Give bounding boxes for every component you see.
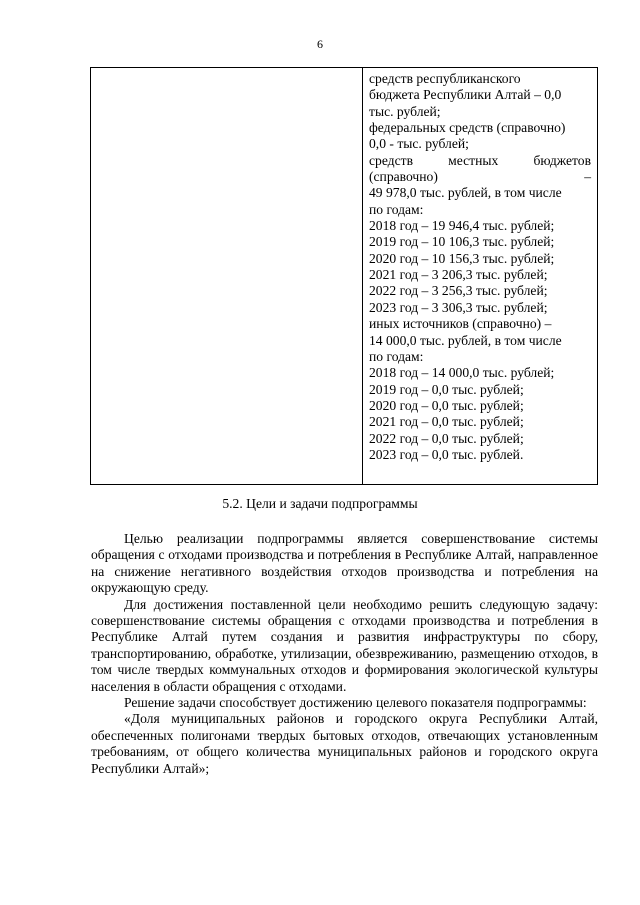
local-word: местных: [448, 152, 499, 168]
table-line: тыс. рублей;: [369, 103, 441, 119]
table-line: 49 978,0 тыс. рублей, в том числе: [369, 185, 562, 201]
paragraph: Целью реализации подпрограммы является совершенствование системы обращения с отходами производства и потребления в Республике Алтай, направленное на снижение негативного воздействия отходов производства и потребления на окружающую среду.: [91, 531, 598, 596]
table-line: 2020 год – 0,0 тыс. рублей;: [369, 397, 524, 413]
table-left-cell: [91, 68, 363, 484]
table-line-local-budgets: [369, 153, 591, 169]
table-line: 2020 год – 10 156,3 тыс. рублей;: [369, 250, 555, 266]
table-line: 2022 год – 3 256,3 тыс. рублей;: [369, 283, 548, 299]
paragraph: Решение задачи способствует достижению целевого показателя подпрограммы:: [124, 695, 587, 711]
local-sub-right: –: [584, 169, 591, 185]
table-line: по годам:: [369, 348, 424, 364]
table-line: иных источников (справочно) –: [369, 316, 552, 332]
table-line: 2022 год – 0,0 тыс. рублей;: [369, 430, 524, 446]
table-line: средств республиканского: [369, 71, 521, 86]
table-line: 2018 год – 19 946,4 тыс. рублей;: [369, 218, 555, 234]
table-line: 2023 год – 0,0 тыс. рублей.: [369, 446, 524, 462]
table-line: 2023 год – 3 306,3 тыс. рублей;: [369, 299, 548, 315]
local-word: средств: [369, 152, 413, 168]
funding-table: [90, 67, 598, 485]
table-line: 14 000,0 тыс. рублей, в том числе: [369, 332, 562, 348]
section-title: 5.2. Цели и задачи подпрограммы: [222, 496, 418, 511]
table-line: по годам:: [369, 201, 424, 217]
page-number: 6: [317, 37, 323, 51]
paragraph: Для достижения поставленной цели необходимо решить следующую задачу: совершенствование системы обращения с отходами производства и потребления в Республике Алтай путем создания и развития инфраструктуры по сбору, транспортированию, обработке, утилизации, обезвреживанию, размещению отходов, в том числе твердых коммунальных отходов и формирования экологической культуры населения в области обращения с отходами.: [91, 596, 598, 694]
paragraph: «Доля муниципальных районов и городского округа Республики Алтай, обеспеченных полигонами твердых бытовых отходов, отвечающих установленным требованиям, от общего количества муниципальных районов и городского округа Республики Алтай»;: [91, 711, 598, 776]
local-sub-left: (справочно): [369, 169, 438, 185]
section-body: [91, 531, 598, 777]
local-word: бюджетов: [533, 152, 591, 168]
table-line: федеральных средств (справочно): [369, 120, 566, 136]
table-line-local-ref: [369, 169, 591, 185]
table-right-cell: [369, 71, 591, 463]
table-line: 2021 год – 0,0 тыс. рублей;: [369, 414, 524, 430]
table-line: 0,0 - тыс. рублей;: [369, 136, 469, 152]
table-line: 2018 год – 14 000,0 тыс. рублей;: [369, 365, 555, 381]
table-line: 2019 год – 0,0 тыс. рублей;: [369, 381, 524, 397]
table-line: бюджета Республики Алтай – 0,0: [369, 87, 562, 103]
table-line: 2019 год – 10 106,3 тыс. рублей;: [369, 234, 555, 250]
table-line: 2021 год – 3 206,3 тыс. рублей;: [369, 267, 548, 283]
